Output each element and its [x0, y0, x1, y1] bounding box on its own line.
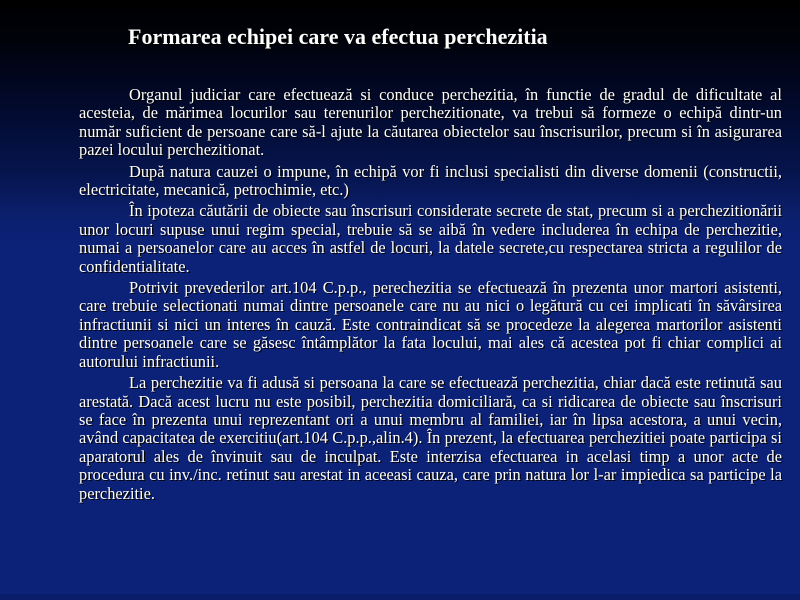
paragraph-person-present: La perchezitie va fi adusă si persoana la care se efectuează perchezitia, chiar dacă este retinută sau arestată. Dacă acest lucru nu este posibil, perchezitia domiciliară, ca si ridicarea de obiecte sau înscrisuri se face în prezenta unui reprezentant ori a unui membru al familiei, iar în lipsa acestora, a unui vecin, având capacitatea de exercitiu(art.104 C.p.p.,alin.4). În prezent, la efectuarea perchezitiei poate participa si aparatorul ales de învinuit sau de inculpat. Este interzisa efectuarea in acelasi timp a unor acte de procedura cu inv./inc. retinut sau arestat in aceeasi cauza, care prin natura lor l-ar impiedica sa participe la perchezitie. — [79, 373, 782, 503]
slide-title: Formarea echipei care va efectua perchezitia — [128, 24, 548, 49]
paragraph-team-formation: Organul judiciar care efectuează si conduce perchezitia, în functie de gradul de dificultate al acesteia, de mărimea locurilor sau terenurilor perchezitionate, va trebui să formeze o echipă dintr-un număr suficient de persoane care să-l ajute la căutarea obiectelor sau înscrisurilor, precum si în asigurarea pazei locului perchezitionat. — [79, 85, 782, 160]
paragraph-state-secrets: În ipoteza căutării de obiecte sau înscrisuri considerate secrete de stat, precum si a perchezitionării unor locuri supuse unui regim special, trebuie să se aibă în vedere includerea în echipa de perchezitie, numai a persoanelor care au acces în astfel de locuri, la datele secrete,cu respectarea stricta a regulilor de confidentialitate. — [79, 201, 782, 276]
paragraph-specialists: După natura cauzei o impune, în echipă vor fi inclusi specialisti din diverse domenii (constructii, electricitate, mecanică, petrochimie, etc.) — [79, 161, 782, 200]
paragraph-witnesses: Potrivit prevederilor art.104 C.p.p., perechezitia se efectuează în prezenta unor martori asistenti, care trebuie selectionati numai dintre persoanele care nu au nici o legătură cu cei implicati în săvârsirea infractiunii si nici un interes în cauză. Este contraindicat să se procedeze la alegerea martorilor asistenti dintre persoanele care se găsesc întâmplător la fata locului, mai ales că acestea pot fi chiar complici ai autorului infractiunii. — [79, 278, 782, 371]
slide-body — [79, 86, 782, 506]
